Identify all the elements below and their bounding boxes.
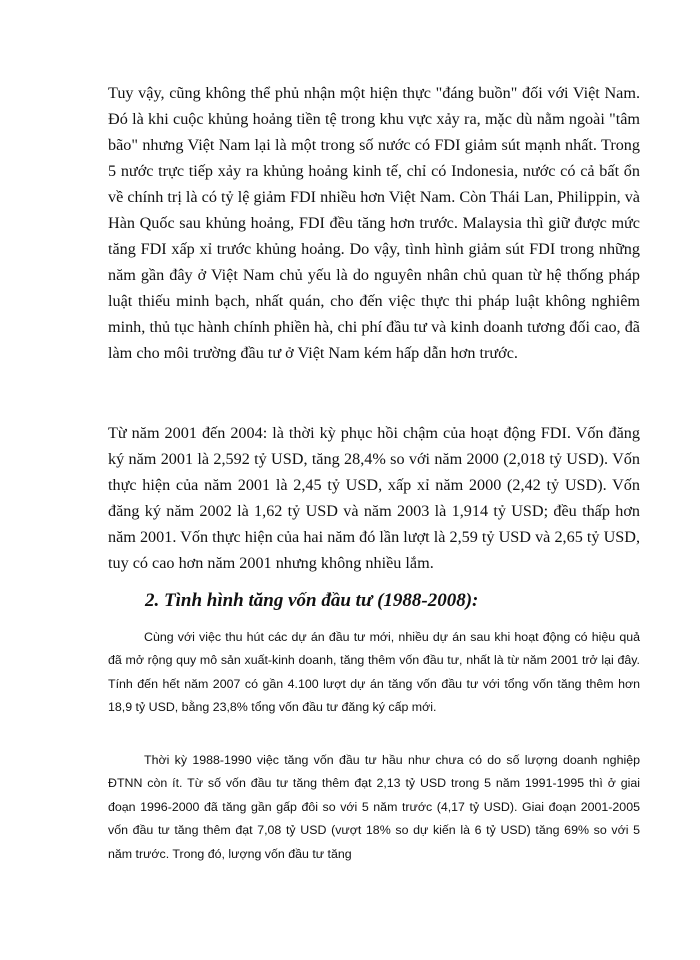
paragraph-2001-2004: Từ năm 2001 đến 2004: là thời kỳ phục hồi chậm của hoạt động FDI. Vốn đăng ký năm 2001 là 2,592 tỷ USD, tăng 28,4% so với năm 2000 (2,018 tỷ USD). Vốn thực hiện của năm 2001 là 2,45 tỷ USD, xấp xỉ năm 2000 (2,42 tỷ USD). Vốn đăng ký năm 2002 là 1,62 tỷ USD và năm 2003 là 1,914 tỷ USD; đều thấp hơn năm 2001. Vốn thực hiện của hai năm đó lần lượt là 2,59 tỷ USD và 2,65 tỷ USD, tuy có cao hơn năm 2001 nhưng không nhiều lắm.	[108, 424, 640, 572]
paragraph-capital-increase: Cùng với việc thu hút các dự án đầu tư mới, nhiều dự án sau khi hoạt động có hiệu quả đã mở rộng quy mô sản xuất-kinh doanh, tăng thêm vốn đầu tư, nhất là từ năm 2001 trở lại đây. Tính đến hết năm 2007 có gần 4.100 lượt dự án tăng vốn đầu tư với tổng vốn tăng thêm hơn 18,9 tỷ USD, bằng 23,8% tổng vốn đầu tư đăng ký cấp mới.	[108, 630, 640, 715]
paragraph-1988-1990: Thời kỳ 1988-1990 việc tăng vốn đầu tư hầu như chưa có do số lượng doanh nghiệp ĐTNN còn ít. Từ số vốn đầu tư tăng thêm đạt 2,13 tỷ USD trong 5 năm 1991-1995 thì ở giai đoạn 1996-2000 đã tăng gần gấp đôi so với 5 năm trước (4,17 tỷ USD). Giai đoạn 2001-2005 vốn đầu tư tăng thêm đạt 7,08 tỷ USD (vượt 18% so dự kiến là 6 tỷ USD) tăng 69% so với 5 năm trước. Trong đó, lượng vốn đầu tư tăng	[108, 753, 640, 861]
section-heading: 2. Tình hình tăng vốn đầu tư (1988-2008):	[145, 590, 479, 611]
paragraph-fdi-decline: Tuy vậy, cũng không thể phủ nhận một hiện thực "đáng buồn" đối với Việt Nam. Đó là khi cuộc khủng hoảng tiền tệ trong khu vực xảy ra, mặc dù nằm ngoài "tâm bão" nhưng Việt Nam lại là một trong số nước có FDI giảm sút mạnh nhất. Trong 5 nước trực tiếp xảy ra khủng hoảng kinh tế, chỉ có Indonesia, nước có cả bất ổn về chính trị là có tỷ lệ giảm FDI nhiều hơn Việt Nam. Còn Thái Lan, Philippin, và Hàn Quốc sau khủng hoảng, FDI đều tăng hơn trước. Malaysia thì giữ được mức tăng FDI xấp xỉ trước khủng hoảng. Do vậy, tình hình giảm sút FDI trong những năm gần đây ở Việt Nam chủ yếu là do nguyên nhân chủ quan từ hệ thống pháp luật thiếu minh bạch, nhất quán, cho đến việc thực thi pháp luật không nghiêm minh, thủ tục hành chính phiền hà, chi phí đầu tư và kinh doanh tương đối cao, đã làm cho môi trường đầu tư ở Việt Nam kém hấp dẫn hơn trước.	[108, 84, 640, 362]
